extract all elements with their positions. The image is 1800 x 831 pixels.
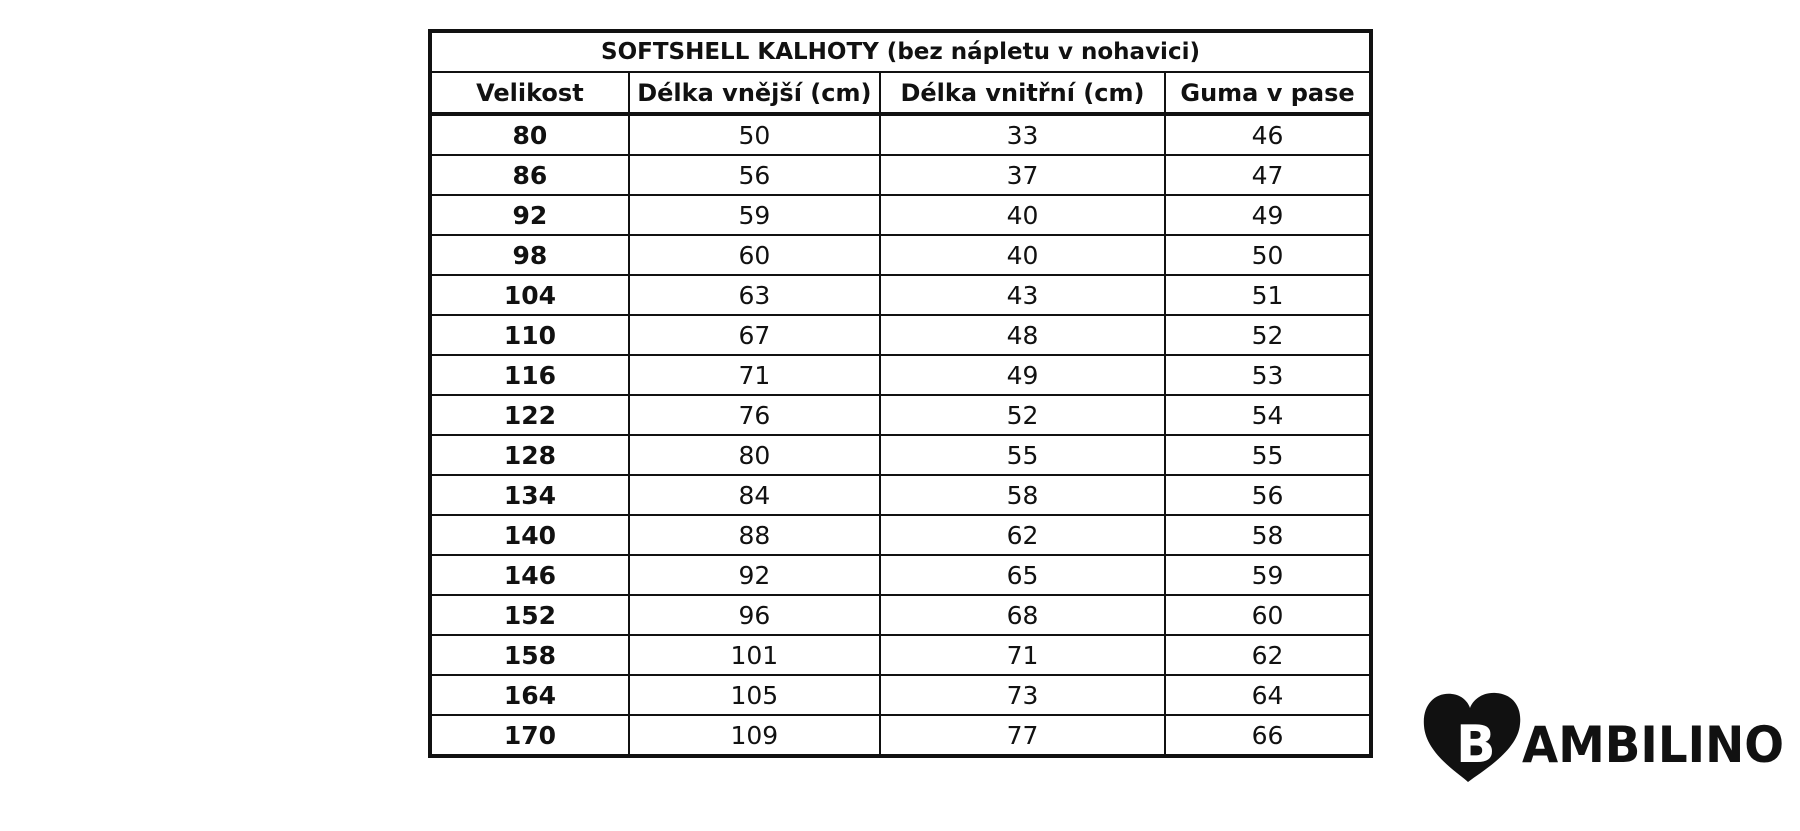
outer-length-cell: 92 <box>629 555 880 595</box>
waist-elastic-cell: 66 <box>1165 715 1371 756</box>
outer-length-cell: 80 <box>629 435 880 475</box>
table-row <box>430 675 1371 715</box>
size-cell: 134 <box>430 475 629 515</box>
table-row <box>430 155 1371 195</box>
inner-length-cell: 40 <box>880 195 1165 235</box>
inner-length-cell: 33 <box>880 114 1165 155</box>
size-cell: 152 <box>430 595 629 635</box>
table-header-row <box>430 72 1371 114</box>
inner-length-cell: 49 <box>880 355 1165 395</box>
inner-length-cell: 65 <box>880 555 1165 595</box>
waist-elastic-cell: 62 <box>1165 635 1371 675</box>
table-row <box>430 235 1371 275</box>
table-title: SOFTSHELL KALHOTY (bez nápletu v nohavici) <box>430 31 1371 72</box>
outer-length-cell: 50 <box>629 114 880 155</box>
size-cell: 80 <box>430 114 629 155</box>
table-row <box>430 715 1371 756</box>
logo-graphic <box>1420 690 1790 786</box>
size-cell: 146 <box>430 555 629 595</box>
size-cell: 116 <box>430 355 629 395</box>
size-cell: 158 <box>430 635 629 675</box>
column-header-size: Velikost <box>430 72 629 114</box>
outer-length-cell: 84 <box>629 475 880 515</box>
outer-length-cell: 96 <box>629 595 880 635</box>
table-row <box>430 275 1371 315</box>
logo-text: AMBILINO <box>1522 716 1784 774</box>
inner-length-cell: 55 <box>880 435 1165 475</box>
outer-length-cell: 101 <box>629 635 880 675</box>
outer-length-cell: 63 <box>629 275 880 315</box>
column-header-waist-elastic: Guma v pase <box>1165 72 1371 114</box>
waist-elastic-cell: 47 <box>1165 155 1371 195</box>
waist-elastic-cell: 59 <box>1165 555 1371 595</box>
waist-elastic-cell: 51 <box>1165 275 1371 315</box>
bambilino-logo <box>1420 690 1790 786</box>
size-cell: 164 <box>430 675 629 715</box>
table-row <box>430 114 1371 155</box>
logo-initial: B <box>1456 715 1496 775</box>
table-row <box>430 595 1371 635</box>
outer-length-cell: 60 <box>629 235 880 275</box>
outer-length-cell: 56 <box>629 155 880 195</box>
inner-length-cell: 77 <box>880 715 1165 756</box>
waist-elastic-cell: 46 <box>1165 114 1371 155</box>
table-row <box>430 195 1371 235</box>
outer-length-cell: 67 <box>629 315 880 355</box>
table-row <box>430 555 1371 595</box>
inner-length-cell: 58 <box>880 475 1165 515</box>
inner-length-cell: 48 <box>880 315 1165 355</box>
size-cell: 98 <box>430 235 629 275</box>
outer-length-cell: 105 <box>629 675 880 715</box>
table-row <box>430 475 1371 515</box>
outer-length-cell: 76 <box>629 395 880 435</box>
inner-length-cell: 62 <box>880 515 1165 555</box>
waist-elastic-cell: 55 <box>1165 435 1371 475</box>
size-cell: 122 <box>430 395 629 435</box>
table-title-row <box>430 31 1371 72</box>
outer-length-cell: 59 <box>629 195 880 235</box>
table-row <box>430 315 1371 355</box>
waist-elastic-cell: 56 <box>1165 475 1371 515</box>
outer-length-cell: 88 <box>629 515 880 555</box>
waist-elastic-cell: 49 <box>1165 195 1371 235</box>
size-cell: 110 <box>430 315 629 355</box>
waist-elastic-cell: 60 <box>1165 595 1371 635</box>
table-body <box>430 114 1371 756</box>
inner-length-cell: 73 <box>880 675 1165 715</box>
table-row <box>430 395 1371 435</box>
size-cell: 140 <box>430 515 629 555</box>
inner-length-cell: 68 <box>880 595 1165 635</box>
size-cell: 92 <box>430 195 629 235</box>
waist-elastic-cell: 50 <box>1165 235 1371 275</box>
inner-length-cell: 71 <box>880 635 1165 675</box>
waist-elastic-cell: 58 <box>1165 515 1371 555</box>
size-cell: 170 <box>430 715 629 756</box>
outer-length-cell: 71 <box>629 355 880 395</box>
table-row <box>430 435 1371 475</box>
waist-elastic-cell: 54 <box>1165 395 1371 435</box>
size-chart-table <box>428 29 1373 758</box>
size-cell: 86 <box>430 155 629 195</box>
column-header-outer-length: Délka vnější (cm) <box>629 72 880 114</box>
waist-elastic-cell: 64 <box>1165 675 1371 715</box>
table-row <box>430 635 1371 675</box>
table-row <box>430 355 1371 395</box>
waist-elastic-cell: 53 <box>1165 355 1371 395</box>
waist-elastic-cell: 52 <box>1165 315 1371 355</box>
inner-length-cell: 52 <box>880 395 1165 435</box>
inner-length-cell: 40 <box>880 235 1165 275</box>
column-header-inner-length: Délka vnitřní (cm) <box>880 72 1165 114</box>
table-row <box>430 515 1371 555</box>
size-cell: 104 <box>430 275 629 315</box>
inner-length-cell: 43 <box>880 275 1165 315</box>
inner-length-cell: 37 <box>880 155 1165 195</box>
size-cell: 128 <box>430 435 629 475</box>
outer-length-cell: 109 <box>629 715 880 756</box>
